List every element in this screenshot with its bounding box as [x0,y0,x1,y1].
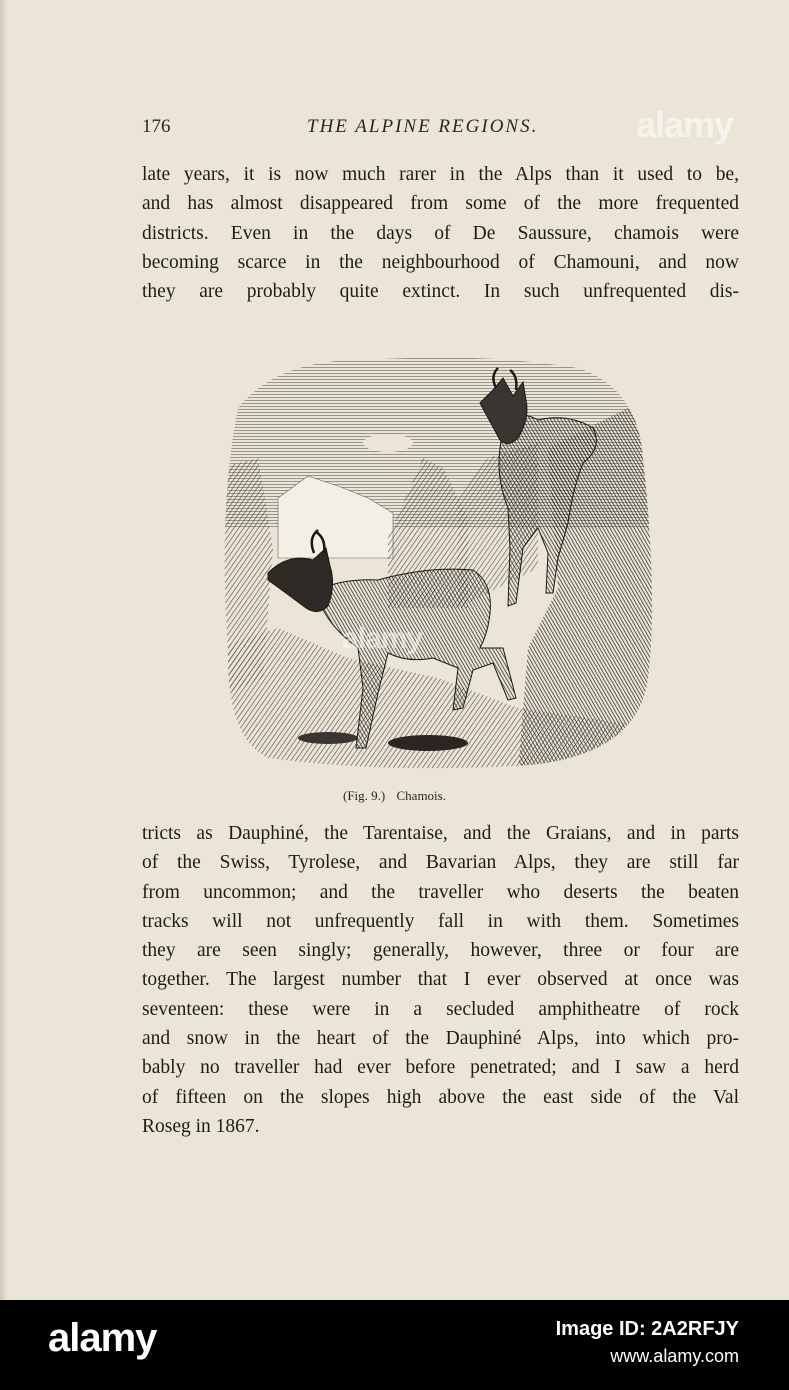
page-number: 176 [142,116,171,137]
text-line: from uncommon; and the traveller who deserts the beaten [142,881,739,903]
page-edge-shadow [0,0,8,1300]
paragraph-bottom [142,819,739,1141]
text-line: districts. Even in the days of De Saussure, chamois were [142,222,739,244]
text-line: and snow in the heart of the Dauphiné Alps, into which pro- [142,1028,739,1050]
text-line: becoming scarce in the neighbourhood of Chamouni, and now [142,251,739,273]
stock-url: www.alamy.com [610,1346,739,1366]
running-title: THE ALPINE REGIONS. [307,116,539,137]
alamy-logo: alamy [48,1316,157,1360]
chamois-engraving [218,348,658,773]
running-header [142,116,739,146]
text-line: together. The largest number that I ever observed at once was [142,969,739,991]
watermark-center: alamy [342,622,423,655]
paragraph-top [142,160,739,306]
text-line: late years, it is now much rarer in the Alps than it used to be, [142,164,739,185]
figure-label: (Fig. 9.) [343,788,386,803]
text-line: they are probably quite extinct. In such unfrequented dis- [142,281,739,303]
text-line: of fifteen on the slopes high above the east side of the Val [142,1086,739,1108]
text-line: tricts as Dauphiné, the Tarentaise, and the Graians, and in parts [142,823,739,844]
text-line: Roseg in 1867. [142,1115,260,1137]
text-line: tracks will not unfrequently fall in with them. Sometimes [142,910,739,932]
watermark-logo: alamy [636,104,734,145]
figure-caption [0,788,789,804]
text-line: bably no traveller had ever before penetrated; and I saw a herd [142,1057,739,1079]
text-line: seventeen: these were in a secluded amphitheatre of rock [142,998,739,1020]
text-line: of the Swiss, Tyrolese, and Bavarian Alps, they are still far [142,852,739,874]
image-id: Image ID: 2A2RFJY [555,1318,739,1340]
text-line: they are seen singly; generally, however, three or four are [142,940,739,962]
text-line: and has almost disappeared from some of the more frequented [142,193,739,215]
figure-caption-text: Chamois. [396,788,446,803]
